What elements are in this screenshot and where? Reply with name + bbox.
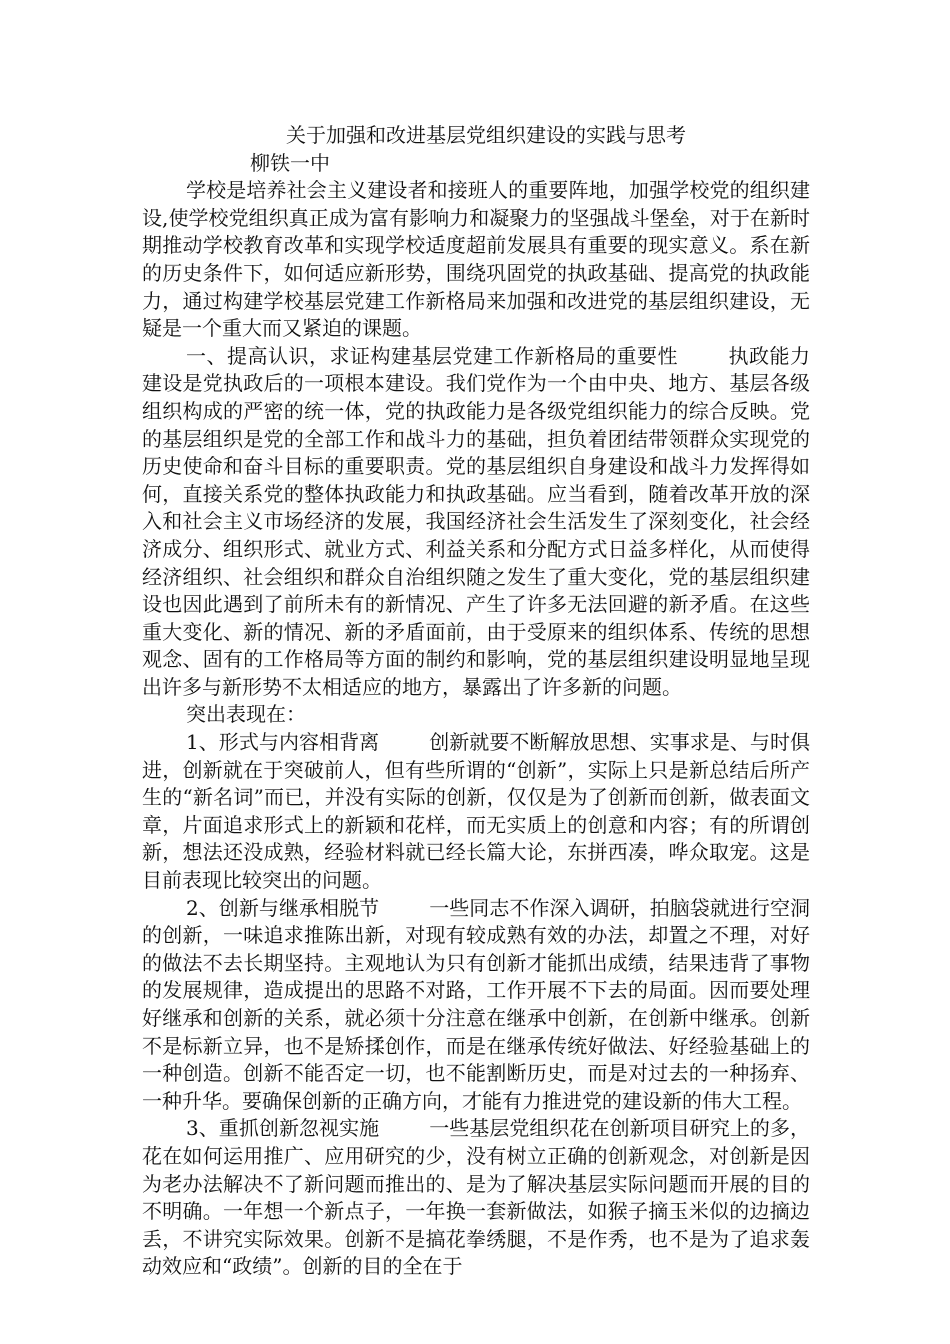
point-1-body: 创新就要不断解放思想、实事求是、与时俱进，创新就在于突破前人，但有些所谓的“创新”，实际上只是新总结后所产生的“新名词”而已，并没有实际的创新，仅仅是为了创新而创新，做表面文章，片面追求形式上的新颖和花样，而无实质上的创意和内容；有的所谓创新，想法还没成熟，经验材料就已经长篇大论，东拼西凑，哗众取宠。这是目前表现比较突出的问题。 — [142, 730, 811, 893]
intro-paragraph: 学校是培养社会主义建设者和接班人的重要阵地，加强学校党的组织建设,使学校党组织真正成为富有影响力和凝聚力的坚强战斗堡垒，对于在新时期推动学校教育改革和实现学校适度超前发展具有重要的现实意义。系在新的历史条件下，如何适应新形势，围绕巩固党的执政基础、提高党的执政能力，通过构建学校基层党建工作新格局来加强和改进党的基层组织建设，无疑是一个重大而又紧迫的课题。 — [142, 178, 810, 341]
point-3-body: 一些基层党组织花在创新项目研究上的多，花在如何运用推广、应用研究的少，没有树立正确的创新观念，对创新是因为老办法解决不了新问题而推出的、是为了解决基层实际问题而开展的目的不明确。一年想一个新点子，一年换一套新做法，如猴子摘玉米似的边摘边丢，不讲究实际效果。创新不是搞花拳绣腿，不是作秀，也不是为了追求轰动效应和“政绩”。创新的目的全在于 — [142, 1116, 811, 1279]
section-1-paragraph — [142, 343, 810, 702]
document-body — [142, 122, 810, 1281]
point-3-paragraph — [142, 1115, 810, 1281]
point-2-body: 一些同志不作深入调研，拍脑袋就进行空洞的创新，一味追求推陈出新，对现有较成熟有效的办法，却置之不理，对好的做法不去长期坚持。主观地认为只有创新才能抓出成绩，结果违背了事物的发展规律，造成提出的思路不对路，工作开展不下去的局面。因而要处理好继承和创新的关系，就必须十分注意在继承中创新，在创新中继承。创新不是标新立异，也不是矫揉创作，而是在继承传统好做法、好经验基础上的一种创造。创新不能否定一切，也不能割断历史，而是对过去的一种扬弃、一种升华。要确保创新的正确方向，才能有力推进党的建设新的伟大工程。 — [142, 895, 811, 1113]
document-author: 柳铁一中 — [250, 150, 330, 175]
section-1-body: 执政能力建设是党执政后的一项根本建设。我们党作为一个由中央、地方、基层各级组织构成的严密的统一体，党的执政能力是各级党组织能力的综合反映。党的基层组织是党的全部工作和战斗力的基础，担负着团结带领群众实现党的历史使命和奋斗目标的重要职责。党的基层组织自身建设和战斗力发挥得如何，直接关系党的整体执政能力和执政基础。应当看到，随着改革开放的深入和社会主义市场经济的发展，我国经济社会生活发生了深刻变化，社会经济成分、组织形式、就业方式、利益关系和分配方式日益多样化，从而使得经济组织、社会组织和群众自治组织随之发生了重大变化，党的基层组织建设也因此遇到了前所未有的新情况、产生了许多无法回避的新矛盾。在这些重大变化、新的情况、新的矛盾面前，由于受原来的组织体系、传统的思想观念、固有的工作格局等方面的制约和影响，党的基层组织建设明显地呈现出许多与新形势不太相适应的地方，暴露出了许多新的问题。 — [142, 343, 810, 699]
point-2-heading: 2、创新与继承相脱节 — [186, 895, 380, 920]
point-1-heading: 1、形式与内容相背离 — [186, 730, 380, 755]
point-2-paragraph — [142, 895, 810, 1116]
section-1-heading: 一、提高认识，求证构建基层党建工作新格局的重要性 — [186, 343, 678, 368]
manifest-intro: 突出表现在： — [186, 702, 306, 727]
point-1-paragraph — [142, 729, 810, 895]
point-3-heading: 3、重抓创新忽视实施 — [186, 1116, 380, 1141]
document-title: 关于加强和改进基层党组织建设的实践与思考 — [286, 123, 686, 147]
